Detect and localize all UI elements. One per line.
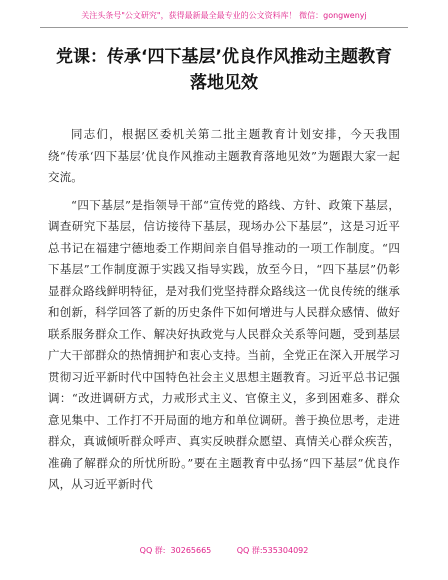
footer-note: QQ 群: 30265665 QQ 群:535304092 [139,546,309,555]
paragraph: “四下基层”是指领导干部“宣传党的路线、方针、政策下基层，调查研究下基层，信访接待下基层，现场办公下基层”，这是习近平总书记在福建宁德地委工作期间亲自倡导推动的一项工作制度。“四下基层”工作制度源于实践又指导实践，放至今日，“四下基层”仍彰显群众路线鲜明特征，是对我们党坚持群众路线这一优良传统的继承和创新，科学回答了新的历史条件下如何增进与人民群众感情、做好联系服务群众工作、解决好执政党与人民群众关系等问题，受到基层广大干部群众的热情拥护和衷心支持。当前，全党正在深入开展学习贯彻习近平新时代中国特色社会主义思想主题教育。习近平总书记强调：“改进调研方式，力戒形式主义、官僚主义，多到困难多、群众意见集中、工作打不开局面的地方和单位调研。善于换位思考，走进群众，真诚倾听群众呼声、真实反映群众愿望、真情关心群众疾苦，准确了解群众的所忧所盼。”要在主题教育中弘扬“四下基层”优良作风，从习近平新时代 [48,197,400,491]
document-title: 党课：传承‘四下基层’优良作风推动主题教育落地见效 [56,47,392,93]
document-body [48,124,400,502]
header-note: 关注头条号"公文研究"，获得最新最全最专业的公文资料库！ 微信：gongwenyj [81,11,367,20]
header-divider [40,27,408,28]
paragraph: 同志们，根据区委机关第二批主题教育计划安排，今天我围绕“传承‘四下基层’优良作风推动主题教育落地见效”为题跟大家一起交流。 [48,127,400,184]
